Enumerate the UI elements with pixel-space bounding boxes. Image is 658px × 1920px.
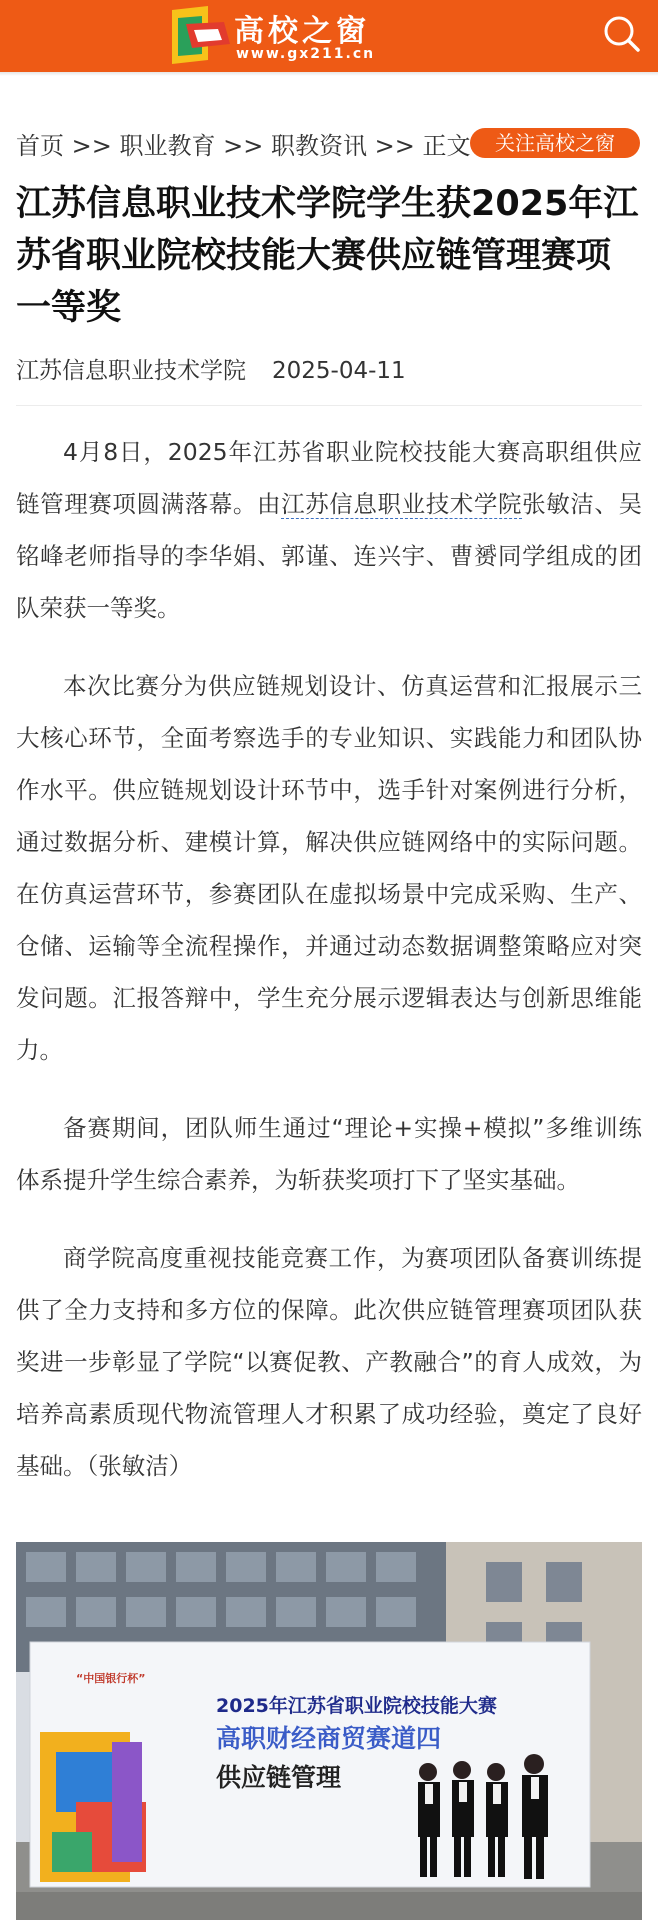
breadcrumb-separator: >> bbox=[374, 132, 415, 160]
follow-button[interactable]: 关注高校之窗 bbox=[470, 128, 640, 158]
breadcrumb-vocational-news[interactable]: 职教资讯 bbox=[271, 132, 367, 160]
site-logo[interactable] bbox=[168, 4, 408, 66]
top-header bbox=[0, 0, 658, 72]
breadcrumb-vocational-education[interactable]: 职业教育 bbox=[119, 132, 216, 160]
logo-title: 高校之窗 bbox=[234, 14, 370, 49]
article-title: 江苏信息职业技术学院学生获2025年江苏省职业院校技能大赛供应链管理赛项一等奖 bbox=[16, 184, 639, 328]
article-body bbox=[16, 426, 642, 1518]
breadcrumb-current: 正文 bbox=[422, 132, 471, 160]
search-button[interactable] bbox=[600, 12, 644, 56]
breadcrumb-separator: >> bbox=[71, 132, 112, 160]
article-date: 2025-04-11 bbox=[272, 358, 406, 384]
search-icon bbox=[600, 12, 644, 56]
banner-line1: 2025年江苏省职业院校技能大赛 bbox=[216, 1695, 497, 1717]
article-paragraph-2: 本次比赛分为供应链规划设计、仿真运营和汇报展示三大核心环节，全面考察选手的专业知识、实践能力和团队协作水平。供应链规划设计环节中，选手针对案例进行分析，通过数据分析、建模计算，解决供应链网络中的实际问题。在仿真运营环节，参赛团队在虚拟场景中完成采购、生产、仓储、运输等全流程操作，并通过动态数据调整策略应对突发问题。汇报答辩中，学生充分展示逻辑表达与创新思维能力。 bbox=[16, 672, 642, 1064]
logo-emblem-icon bbox=[168, 4, 232, 66]
article-photo[interactable] bbox=[16, 1542, 642, 1920]
breadcrumb bbox=[16, 126, 471, 161]
article-meta bbox=[16, 352, 406, 385]
school-link[interactable]: 江苏信息职业技术学院 bbox=[281, 490, 523, 518]
photo-scene bbox=[16, 1542, 642, 1920]
article-paragraph-3: 备赛期间，团队师生通过“理论+实操+模拟”多维训练体系提升学生综合素养，为斩获奖项打下了坚实基础。 bbox=[16, 1114, 642, 1194]
article-paragraph-4: 商学院高度重视技能竞赛工作，为赛项团队备赛训练提供了全力支持和多方位的保障。此次供应链管理赛项团队获奖进一步彰显了学院“以赛促教、产教融合”的育人成效，为培养高素质现代物流管理人才积累了成功经验，奠定了良好基础。（张敏洁） bbox=[16, 1244, 642, 1480]
banner-line2: 高职财经商贸赛道四 bbox=[216, 1724, 442, 1753]
article-source: 江苏信息职业技术学院 bbox=[16, 358, 246, 384]
meta-divider bbox=[16, 405, 642, 406]
paragraph-1-end: 张敏洁、吴铭峰老师指导的李华娟、郭谨、连兴宇、曹赟同学组成的团队荣获一等奖。 bbox=[16, 490, 643, 622]
breadcrumb-separator: >> bbox=[223, 132, 264, 160]
banner-cup-text: “中国银行杯” bbox=[76, 1672, 146, 1685]
paragraph-1-start: 4月8日，2025年江苏省职业院校技能大赛高职组供应链管理赛项圆满落幕。由 bbox=[16, 438, 642, 518]
header-shadow bbox=[0, 72, 658, 76]
logo-url: www.gx211.cn bbox=[236, 46, 376, 62]
breadcrumb-home[interactable]: 首页 bbox=[16, 132, 64, 160]
banner-line3: 供应链管理 bbox=[216, 1763, 342, 1792]
article-paragraph-1 bbox=[16, 426, 642, 634]
